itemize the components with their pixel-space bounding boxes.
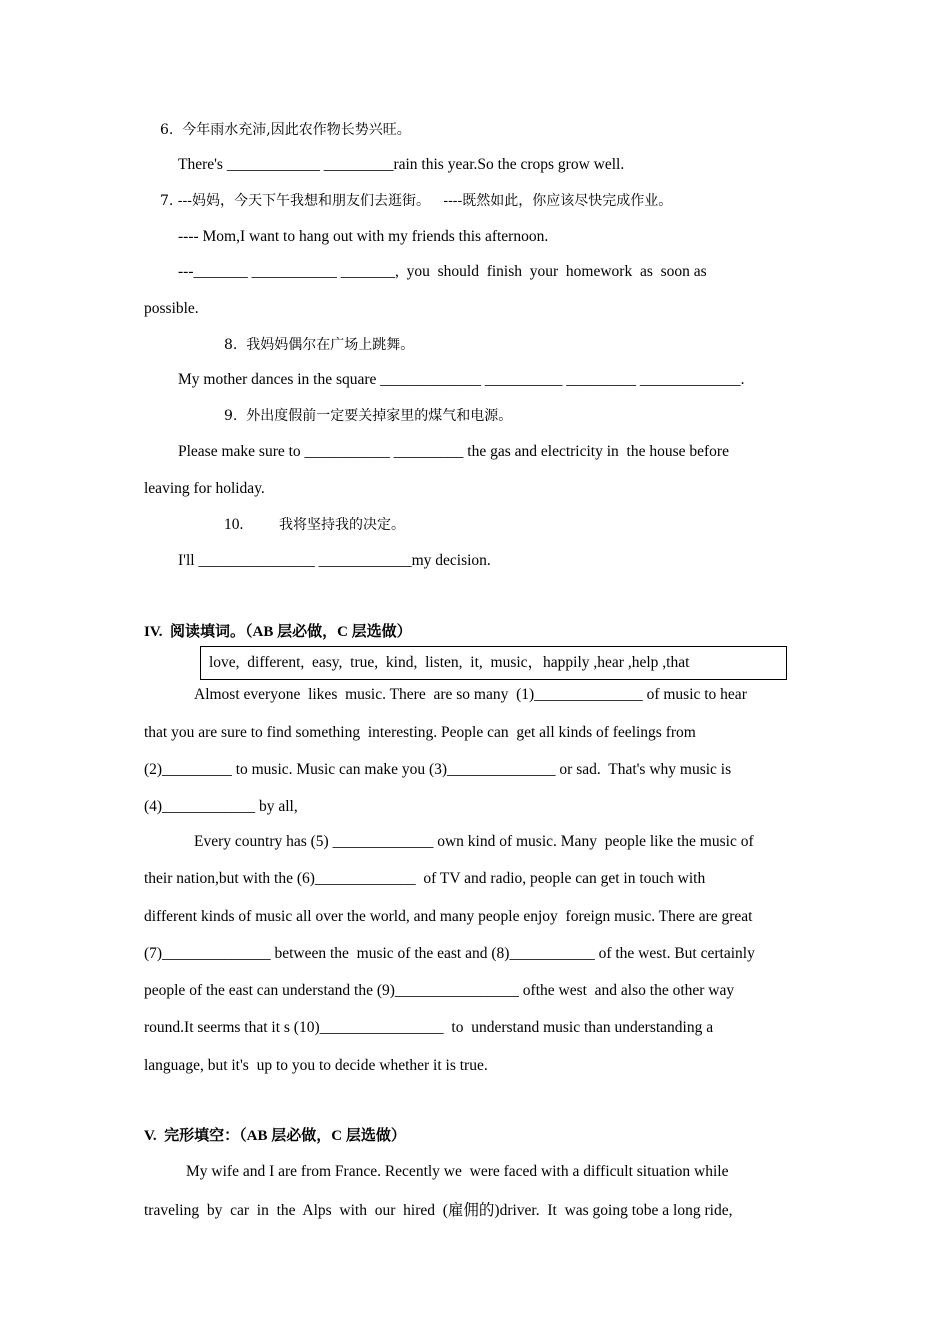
q8-prompt: 8. 我妈妈偶尔在广场上跳舞。: [224, 337, 415, 353]
passage4-line11: language, but it's up to you to decide whether it is true.: [144, 1057, 488, 1074]
q10-prompt: 我将坚持我的决定。: [279, 517, 405, 533]
q7-line2: ---_______ ___________ _______, you should finish your homework as soon as: [178, 263, 707, 280]
q6-sentence: There's ____________ _________rain this year.So the crops grow well.: [178, 156, 625, 173]
q7-line1: ---- Mom,I want to hang out with my friends this afternoon.: [178, 228, 549, 245]
passage4-line6: their nation,but with the (6)_____________ of TV and radio, people can get in touch with: [144, 870, 706, 887]
passage4-line1: Almost everyone likes music. There are so many (1)______________ of music to hear: [194, 686, 747, 703]
word-bank-box: [200, 646, 787, 680]
q8-sentence: My mother dances in the square _____________ __________ _________ _____________.: [178, 371, 745, 388]
section5-heading: V. 完形填空：（AB 层必做，C 层选做）: [144, 1128, 406, 1144]
passage5-line2: traveling by car in the Alps with our hired (雇佣的)driver. It was going tobe a long ride,: [144, 1202, 733, 1219]
passage5-line1: My wife and I are from France. Recently we were faced with a difficult situation while: [186, 1163, 729, 1180]
passage4-line5: Every country has (5) _____________ own kind of music. Many people like the music of: [194, 833, 754, 850]
q10-sentence: I'll _______________ ____________my decision.: [178, 552, 491, 569]
passage4-line8: (7)______________ between the music of the east and (8)___________ of the west. But certainly: [144, 945, 755, 962]
q9-line2: leaving for holiday.: [144, 480, 265, 497]
q7-prompt: 7. ---妈妈，今天下午我想和朋友们去逛街。 ----既然如此，你应该尽快完成作业。: [160, 193, 673, 209]
passage4-line9: people of the east can understand the (9)________________ ofthe west and also the other way: [144, 982, 735, 999]
section4-heading: IV. 阅读填词。（AB 层必做，C 层选做）: [144, 624, 412, 640]
word-bank-text: love, different, easy, true, kind, listen, it, music，happily ,hear ,help ,that: [209, 654, 690, 671]
q7-line3: possible.: [144, 300, 199, 317]
q9-prompt: 9. 外出度假前一定要关掉家里的煤气和电源。: [224, 408, 513, 424]
q6-prompt: 6. 今年雨水充沛,因此农作物长势兴旺。: [160, 122, 411, 138]
q9-line1: Please make sure to ___________ _________ the gas and electricity in the house before: [178, 443, 729, 460]
passage4-line7: different kinds of music all over the world, and many people enjoy foreign music. There are great: [144, 908, 753, 925]
q10-number: 10.: [224, 516, 244, 533]
passage4-line10: round.It seerms that it s (10)________________ to understand music than understanding a: [144, 1019, 714, 1036]
passage4-line2: that you are sure to find something interesting. People can get all kinds of feelings from: [144, 724, 696, 741]
passage4-line3: (2)_________ to music. Music can make you (3)______________ or sad. That's why music is: [144, 761, 732, 778]
passage4-line4: (4)____________ by all,: [144, 798, 298, 815]
